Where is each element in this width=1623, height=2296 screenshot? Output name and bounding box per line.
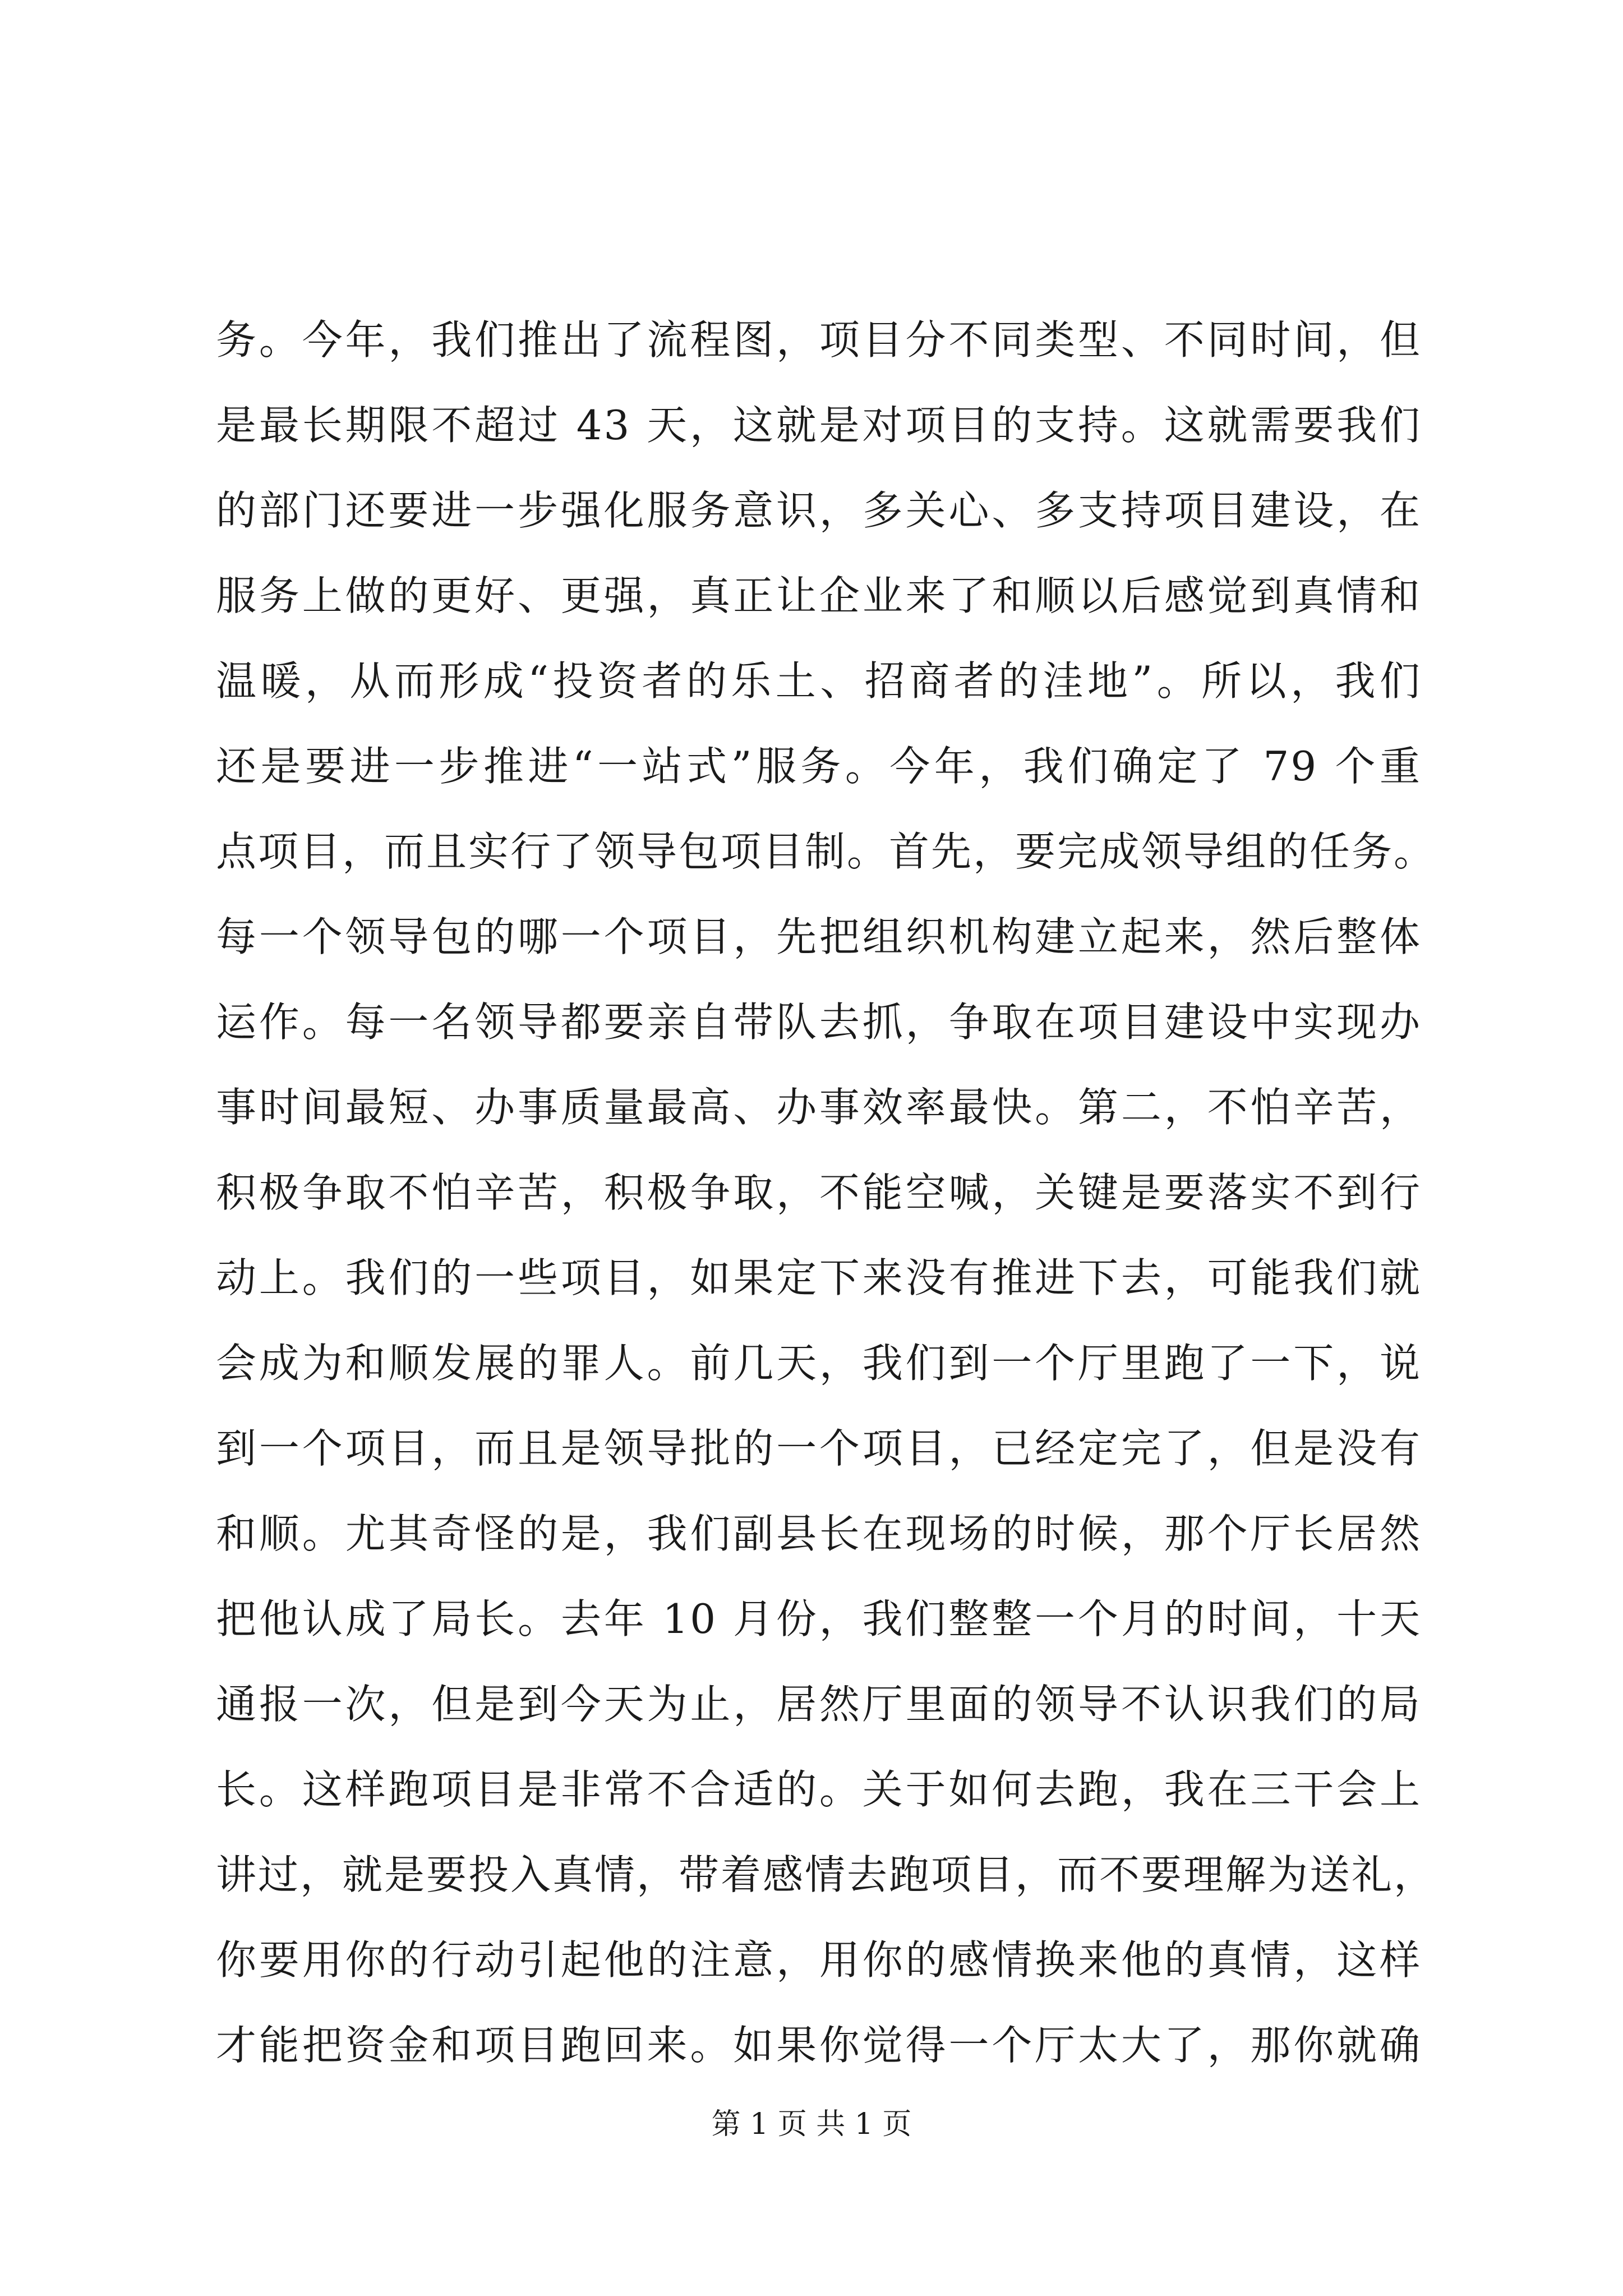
page-number-footer: 第 1 页 共 1 页 [711, 2108, 912, 2141]
text-line: 的部门还要进一步强化服务意识，多关心、多支持项目建设，在 [216, 487, 1422, 534]
text-line: 才能把资金和项目跑回来。如果你觉得一个厅太大了，那你就确 [216, 2022, 1422, 2069]
text-line: 温暖，从而形成“投资者的乐土、招商者的洼地”。所以，我们 [216, 657, 1422, 705]
text-line: 服务上做的更好、更强，真正让企业来了和顺以后感觉到真情和 [216, 572, 1422, 619]
text-line: 积极争取不怕辛苦，积极争取，不能空喊，关键是要落实不到行 [216, 1169, 1422, 1216]
text-line: 通报一次，但是到今天为止，居然厅里面的领导不认识我们的局 [216, 1681, 1422, 1728]
text-line: 务。今年，我们推出了流程图，项目分不同类型、不同时间，但 [216, 316, 1422, 364]
text-line: 到一个项目，而且是领导批的一个项目，已经定完了，但是没有 [216, 1425, 1422, 1472]
text-line: 事时间最短、办事质量最高、办事效率最快。第二，不怕辛苦， [216, 1084, 1422, 1131]
text-line: 每一个领导包的哪一个项目，先把组织机构建立起来，然后整体 [216, 913, 1422, 960]
text-line: 还是要进一步推进“一站式”服务。今年，我们确定了 79 个重 [216, 743, 1422, 790]
text-line: 长。这样跑项目是非常不合适的。关于如何去跑，我在三干会上 [216, 1766, 1422, 1813]
text-line: 点项目，而且实行了领导包项目制。首先，要完成领导组的任务。 [216, 828, 1436, 875]
text-line: 你要用你的行动引起他的注意，用你的感情换来他的真情，这样 [216, 1936, 1422, 1984]
text-line: 和顺。尤其奇怪的是，我们副县长在现场的时候，那个厅长居然 [216, 1510, 1422, 1557]
text-line: 把他认成了局长。去年 10 月份，我们整整一个月的时间，十天 [216, 1595, 1422, 1642]
text-line: 讲过，就是要投入真情，带着感情去跑项目，而不要理解为送礼， [216, 1851, 1436, 1898]
text-line: 会成为和顺发展的罪人。前几天，我们到一个厅里跑了一下，说 [216, 1340, 1422, 1387]
body-text [216, 297, 1436, 2088]
text-line: 是最长期限不超过 43 天，这就是对项目的支持。这就需要我们 [216, 402, 1422, 449]
text-line: 动上。我们的一些项目，如果定下来没有推进下去，可能我们就 [216, 1254, 1422, 1301]
text-line: 运作。每一名领导都要亲自带队去抓，争取在项目建设中实现办 [216, 999, 1422, 1046]
